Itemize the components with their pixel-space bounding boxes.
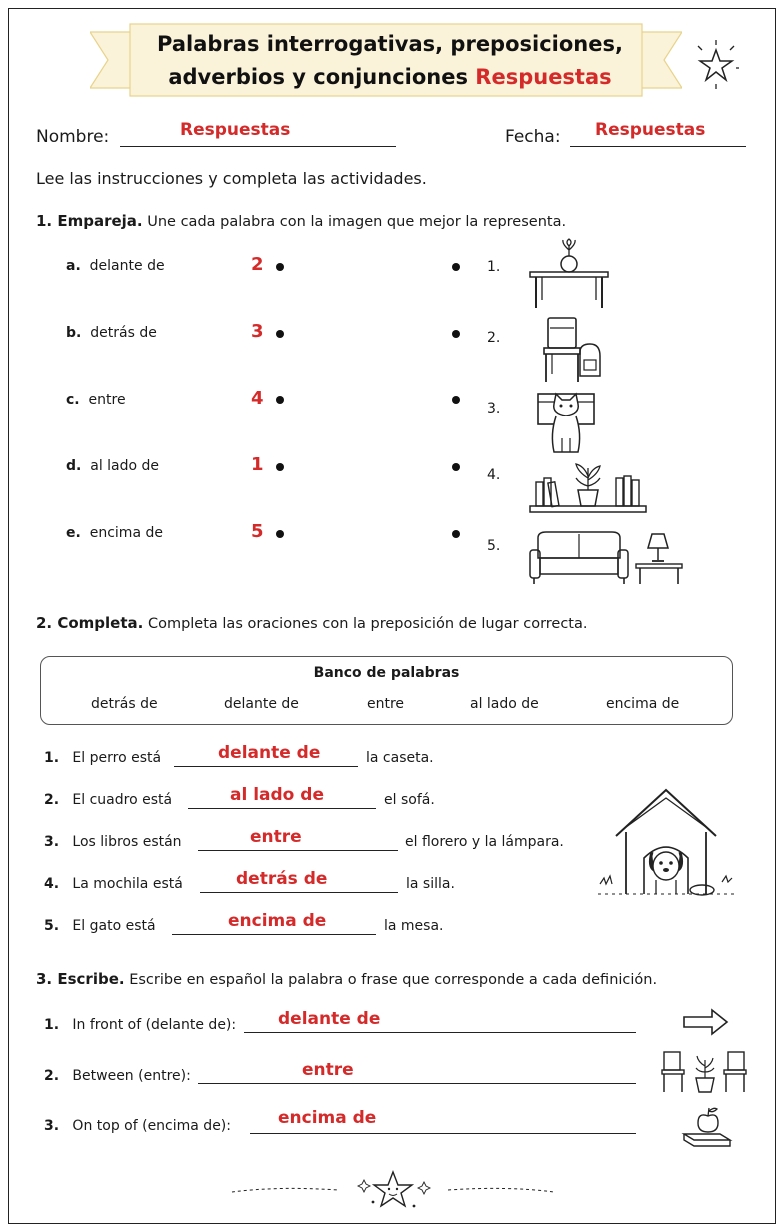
star-sparkle-icon (692, 38, 740, 90)
sentence-2: 2. El cuadro está (44, 792, 173, 808)
section2-heading: 2. Completa. Completa las oraciones con la preposición de lugar correcta. (36, 614, 588, 632)
sentence-2-end: el sofá. (384, 792, 435, 808)
word-bank (40, 656, 733, 725)
sentence-4-end: la silla. (406, 876, 455, 892)
match-dot-left-e[interactable] (276, 530, 284, 538)
page-title: Palabras interrogativas, preposiciones, adverbios y conjunciones Respuestas (157, 32, 623, 89)
definition-3-blank[interactable] (250, 1133, 636, 1134)
match-answer-d: 1 (251, 454, 264, 475)
match-dot-left-d[interactable] (276, 463, 284, 471)
definition-1-blank[interactable] (244, 1032, 636, 1033)
sentence-3-answer: entre (250, 827, 302, 847)
instructions: Lee las instrucciones y completa las actividades. (36, 169, 427, 188)
definition-1-answer: delante de (278, 1009, 381, 1029)
match-item-d: d. al lado de (66, 458, 160, 474)
name-label: Nombre: (36, 127, 110, 147)
plant-between-books-icon (528, 460, 648, 516)
sentence-1-blank[interactable] (174, 766, 358, 767)
match-dot-right-5[interactable] (452, 530, 460, 538)
sentence-5: 5. El gato está (44, 918, 156, 934)
match-answer-c: 4 (251, 388, 264, 409)
name-value: Respuestas (180, 120, 291, 140)
definition-2-answer: entre (302, 1060, 354, 1080)
sentence-3-end: el florero y la lámpara. (405, 834, 564, 850)
date-label: Fecha: (505, 127, 561, 147)
sentence-5-end: la mesa. (384, 918, 444, 934)
match-dot-right-4[interactable] (452, 463, 460, 471)
sentence-1-end: la caseta. (366, 750, 434, 766)
picture-number-5: 5. (487, 538, 501, 554)
name-field[interactable] (120, 146, 396, 147)
bank-word: entre (367, 696, 405, 712)
sentence-5-answer: encima de (228, 911, 327, 931)
match-item-a: a. delante de (66, 258, 165, 274)
plant-on-table-icon (528, 238, 610, 310)
picture-number-2: 2. (487, 330, 501, 346)
match-dot-right-2[interactable] (452, 330, 460, 338)
match-answer-b: 3 (251, 321, 264, 342)
sentence-2-answer: al lado de (230, 785, 324, 805)
match-dot-left-a[interactable] (276, 263, 284, 271)
sofa-and-lamp-icon (528, 528, 688, 588)
match-item-c: c. entre (66, 392, 126, 408)
sentence-5-blank[interactable] (172, 934, 376, 935)
chair-and-backpack-icon (540, 316, 604, 384)
word-bank-title: Banco de palabras (313, 665, 460, 681)
picture-number-4: 4. (487, 467, 501, 483)
star-divider-icon (228, 1166, 558, 1216)
sentence-1-answer: delante de (218, 743, 321, 763)
date-value: Respuestas (595, 120, 706, 140)
picture-number-3: 3. (487, 401, 501, 417)
apple-on-book-icon (680, 1104, 734, 1148)
bank-word: al lado de (470, 696, 539, 712)
picture-number-1: 1. (487, 259, 501, 275)
match-item-e: e. encima de (66, 525, 163, 541)
plant-between-chairs-icon (660, 1050, 750, 1094)
date-field[interactable] (570, 146, 746, 147)
sentence-4-answer: detrás de (236, 869, 328, 889)
definition-3-answer: encima de (278, 1108, 377, 1128)
sentence-3: 3. Los libros están (44, 834, 182, 850)
match-answer-e: 5 (251, 521, 264, 542)
match-dot-right-3[interactable] (452, 396, 460, 404)
sentence-3-blank[interactable] (198, 850, 398, 851)
sentence-1: 1. El perro está (44, 750, 162, 766)
match-dot-left-b[interactable] (276, 330, 284, 338)
bank-word: delante de (224, 696, 299, 712)
sentence-4-blank[interactable] (200, 892, 398, 893)
definition-1: 1. In front of (delante de): (44, 1017, 237, 1033)
bank-word: encima de (606, 696, 680, 712)
match-item-b: b. detrás de (66, 325, 157, 341)
match-dot-right-1[interactable] (452, 263, 460, 271)
match-dot-left-c[interactable] (276, 396, 284, 404)
bank-word: detrás de (91, 696, 158, 712)
section1-heading: 1. Empareja. Une cada palabra con la imagen que mejor la representa. (36, 212, 567, 230)
sentence-4: 4. La mochila está (44, 876, 183, 892)
sentence-2-blank[interactable] (188, 808, 376, 809)
cat-behind-box-icon (534, 390, 598, 454)
section3-heading: 3. Escribe. Escribe en español la palabra o frase que corresponde a cada definición. (36, 970, 658, 988)
definition-2: 2. Between (entre): (44, 1068, 191, 1084)
definition-3: 3. On top of (encima de): (44, 1118, 231, 1134)
match-answer-a: 2 (251, 254, 264, 275)
definition-2-blank[interactable] (198, 1083, 636, 1084)
arrow-right-icon (682, 1007, 730, 1037)
dog-house-icon (598, 786, 734, 902)
